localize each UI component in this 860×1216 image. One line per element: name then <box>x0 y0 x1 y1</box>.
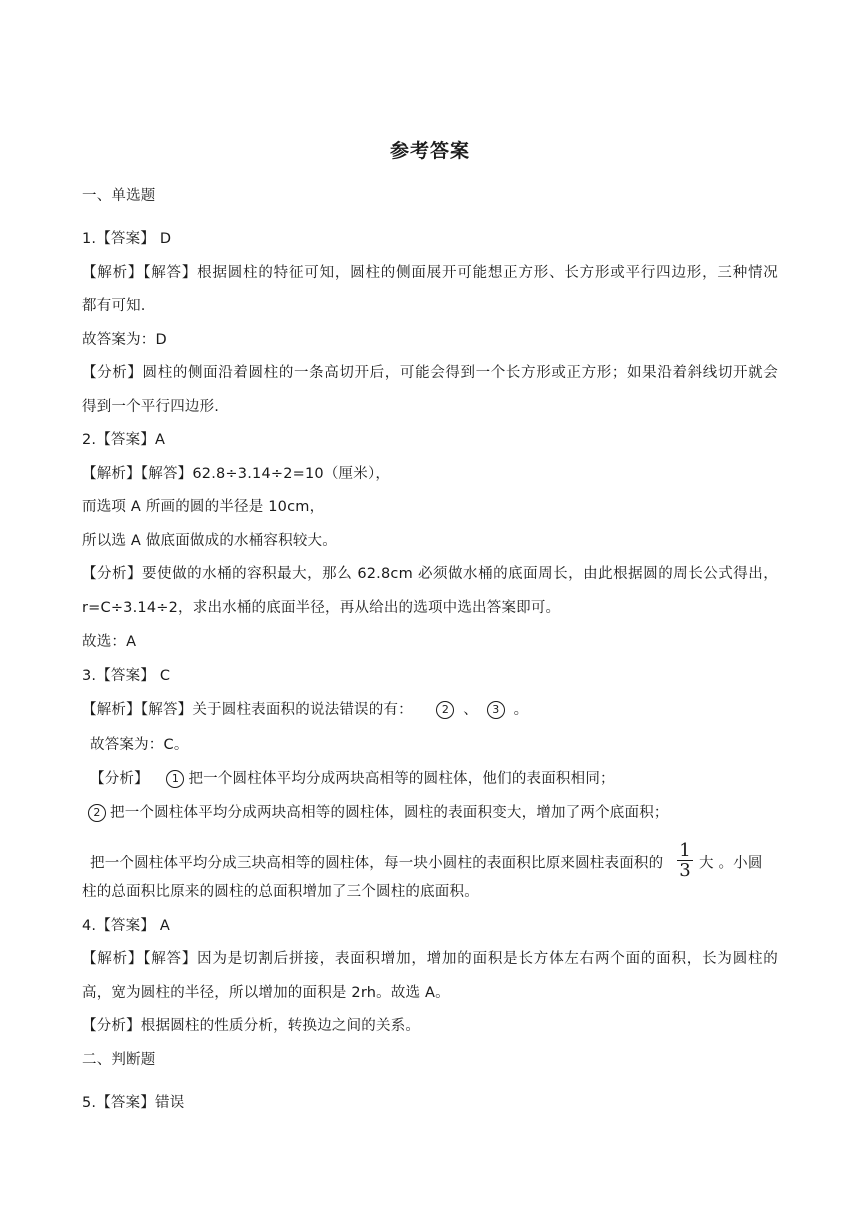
q3-analysis-line-2 <box>88 803 669 823</box>
page-title: 参考答案 <box>389 140 470 162</box>
section-heading-single-choice: 一、单选题 <box>82 188 156 204</box>
q2-answer: 2.【答案】A <box>82 432 166 448</box>
q4-explanation-line-2: 高，宽为圆柱的半径，所以增加的面积是 2rh。故选 A。 <box>82 985 450 1001</box>
q3-explanation-text: 【解析】【解答】关于圆柱表面积的说法错误的有： <box>82 702 413 718</box>
q3-analysis-label: 【分析】 <box>90 771 149 787</box>
q4-answer: 4.【答案】 A <box>82 918 170 934</box>
q3-explanation-end: 。 <box>513 702 529 718</box>
q3-final-answer: 故答案为：C。 <box>90 737 189 753</box>
q1-explanation-line-1: 【解析】【解答】根据圆柱的特征可知，圆柱的侧面展开可能想正方形、长方形或平行四边形，三种情况 <box>82 265 778 281</box>
q3-separator: 、 <box>463 702 478 718</box>
q2-explanation-line-3: 所以选 A 做底面做成的水桶容积较大。 <box>82 533 337 549</box>
q3-answer: 3.【答案】 C <box>82 668 171 684</box>
circled-number-2: 2 <box>436 701 454 719</box>
q1-answer: 1.【答案】 D <box>82 231 172 247</box>
q3-analysis-text-1: 把一个圆柱体平均分成两块高相等的圆柱体，他们的表面积相同； <box>188 771 615 787</box>
q2-explanation-line-2: 而选项 A 所画的圆的半径是 10cm， <box>82 499 325 515</box>
fraction-numerator: 1 <box>679 840 691 861</box>
q3-analysis-line-1 <box>90 769 615 789</box>
q5-answer: 5.【答案】错误 <box>82 1095 185 1111</box>
q2-final-answer: 故选：A <box>82 634 137 650</box>
fraction-one-third <box>677 842 693 879</box>
q2-explanation-line-1: 【解析】【解答】62.8÷3.14÷2=10（厘米）， <box>82 466 391 482</box>
q3-analysis-text-2: 把一个圆柱体平均分成两块高相等的圆柱体，圆柱的表面积变大，增加了两个底面积； <box>110 805 669 821</box>
q1-explanation-line-2: 都有可知. <box>82 298 146 314</box>
q3-analysis-line-3 <box>90 840 763 882</box>
q3-analysis-text-3b: 大 。小圆 <box>698 855 763 872</box>
q4-analysis: 【分析】根据圆柱的性质分析，转换边之间的关系。 <box>82 1018 421 1034</box>
circled-number-3: 3 <box>487 701 505 719</box>
q3-analysis-text-3a: 把一个圆柱体平均分成三块高相等的圆柱体，每一块小圆柱的表面积比原来圆柱表面积的 <box>90 855 664 872</box>
q3-explanation <box>82 700 528 720</box>
q2-analysis-line-2: r=C÷3.14÷2，求出水桶的底面半径，再从给出的选项中选出答案即可。 <box>82 600 561 616</box>
q1-final-answer: 故答案为：D <box>82 332 167 348</box>
circled-number-2: 2 <box>88 804 106 822</box>
q1-analysis-line-1: 【分析】圆柱的侧面沿着圆柱的一条高切开后，可能会得到一个长方形或正方形；如果沿着斜线切开就会 <box>82 365 778 381</box>
fraction-denominator: 3 <box>679 860 691 881</box>
q2-analysis-line-1: 【分析】要使做的水桶的容积最大，那么 62.8cm 必须做水桶的底面周长，由此根据圆的周长公式得出， <box>82 566 778 582</box>
section-heading-true-false: 二、判断题 <box>82 1052 156 1068</box>
q4-explanation-line-1: 【解析】【解答】因为是切割后拼接，表面积增加，增加的面积是长方体左右两个面的面积，长为圆柱的 <box>82 951 778 967</box>
q1-analysis-line-2: 得到一个平行四边形. <box>82 399 220 415</box>
circled-number-1: 1 <box>166 770 184 788</box>
q3-analysis-line-4: 柱的总面积比原来的圆柱的总面积增加了三个圆柱的底面积。 <box>82 884 479 900</box>
